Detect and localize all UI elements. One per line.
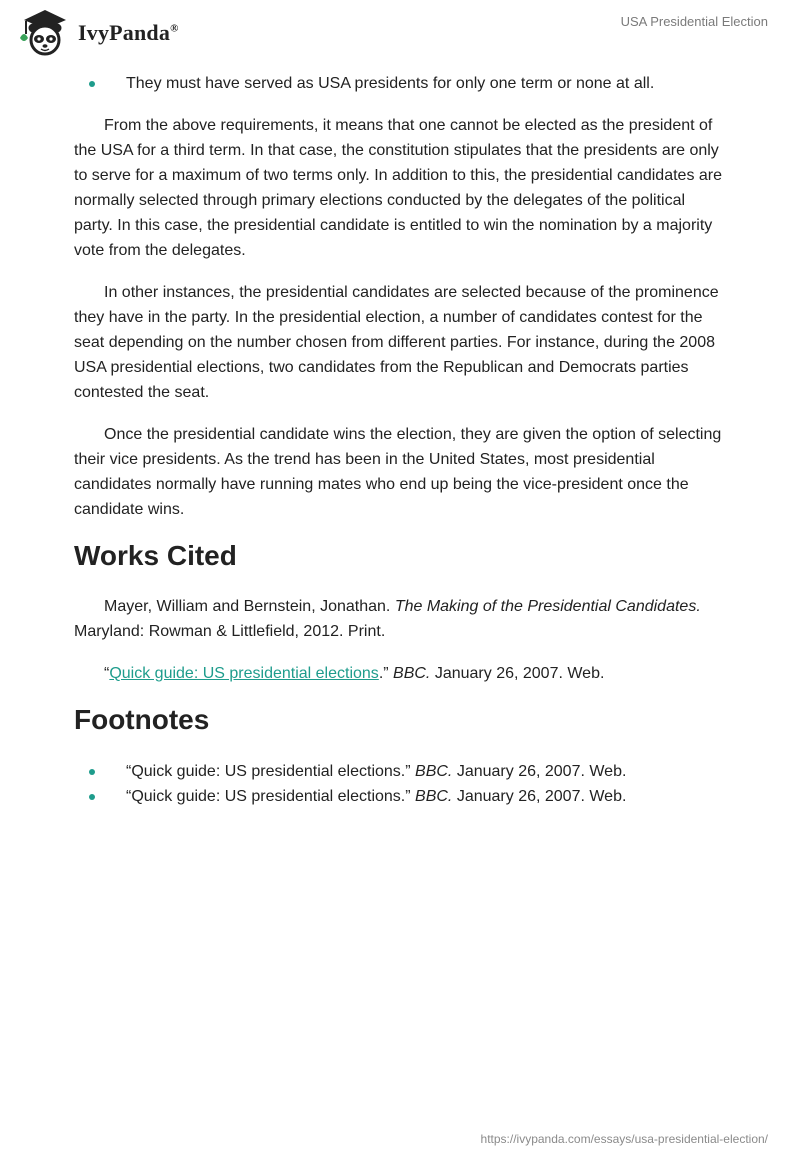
page-url: https://ivypanda.com/essays/usa-presidential-election/ <box>480 1132 768 1146</box>
paragraph: Once the presidential candidate wins the election, they are given the option of selecting their vice presidents. As the trend has been in the United States, most presidential candidates normally have running mates who end up being the vice-president once the candidate wins. <box>74 426 722 518</box>
intro-bullet-list <box>74 71 724 96</box>
list-item: “Quick guide: US presidential elections.” BBC. January 26, 2007. Web. <box>74 784 724 809</box>
citation-title: The Making of the Presidential Candidates. <box>394 598 701 615</box>
panda-logo-icon <box>14 8 76 58</box>
list-item: “Quick guide: US presidential elections.” BBC. January 26, 2007. Web. <box>74 759 724 784</box>
bullet-icon <box>89 81 95 87</box>
citation-source: BBC. <box>393 665 431 682</box>
paragraph: In other instances, the presidential candidates are selected because of the prominence they have in the party. In the presidential election, a number of candidates contest for the seat depending on the number chosen from different parties. For instance, during the 2008 USA presidential elections, two candidates from the Republican and Democrats parties contested the seat. <box>74 284 719 401</box>
list-item <box>74 71 724 96</box>
bullet-icon <box>89 794 95 800</box>
bullet-text: They must have served as USA presidents for only one term or none at all. <box>126 75 655 92</box>
footnotes-list <box>74 759 724 809</box>
paragraph: From the above requirements, it means that one cannot be elected as the president of the USA for a third term. In that case, the constitution stipulates that the presidents are only to serve for a maximum of two terms only. In addition to this, the presidential candidates are normally selected through primary elections conducted by the delegates of the political party. In this case, the presidential candidate is entitled to win the nomination by a majority vote from the delegates. <box>74 117 723 259</box>
works-cited-heading: Works Cited <box>74 540 237 571</box>
footnotes-heading: Footnotes <box>74 704 210 735</box>
essay-content <box>74 70 724 809</box>
bullet-icon <box>89 769 95 775</box>
page-header <box>0 0 800 64</box>
citation-entry: “Quick guide: US presidential elections.” BBC. January 26, 2007. Web. <box>104 665 605 682</box>
ivypanda-logo[interactable] <box>14 8 194 58</box>
citation-entry: Mayer, William and Bernstein, Jonathan. The Making of the Presidential Candidates. Maryland: Rowman & Littlefield, 2012. Print. <box>74 598 701 640</box>
citation-link[interactable]: Quick guide: US presidential elections <box>109 665 379 682</box>
running-title: USA Presidential Election <box>620 14 768 29</box>
brand-name: IvyPanda® <box>78 20 179 45</box>
